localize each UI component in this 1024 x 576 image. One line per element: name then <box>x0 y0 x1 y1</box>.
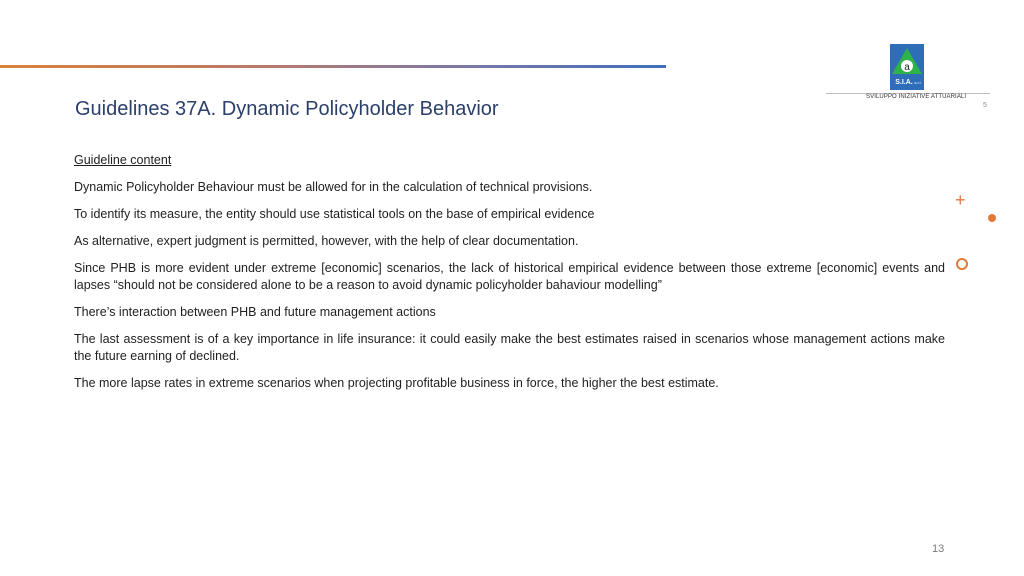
logo-name: S.I.A. <box>895 79 913 86</box>
paragraph: The more lapse rates in extreme scenarios when projecting profitable business in force, the higher the best estimate. <box>74 376 719 390</box>
logo-note: 5 <box>983 102 987 109</box>
sia-logo <box>826 42 990 112</box>
decorative-ring-icon <box>956 258 968 270</box>
paragraph: Dynamic Policyholder Behaviour must be allowed for in the calculation of technical provisions. <box>74 180 593 194</box>
decorative-dot-icon <box>988 214 996 222</box>
paragraph: Since PHB is more evident under extreme [economic] scenarios, the lack of historical empirical evidence between those extreme [economic] events and lapses “should not be considered alone to be a reason to avoid dynamic policyholder bahaviour modelling” <box>74 261 945 292</box>
logo-triangle-icon <box>890 44 924 90</box>
paragraph: There’s interaction between PHB and future management actions <box>74 305 436 319</box>
logo-tagline: SVILUPPO INIZIATIVE ATTUARIALI <box>866 94 967 100</box>
top-gradient-rule <box>0 65 666 68</box>
guideline-content <box>74 152 945 402</box>
paragraph: The last assessment is of a key importance in life insurance: it could easily make the best estimates raised in scenarios whose management actions make the future earning of declined. <box>74 332 945 363</box>
logo-suffix: s.r.l. <box>914 80 922 85</box>
logo-letter: a <box>904 62 910 73</box>
page-number: 13 <box>932 543 945 555</box>
section-heading: Guideline content <box>74 153 172 167</box>
logo-emblem <box>890 44 924 90</box>
paragraph: As alternative, expert judgment is permitted, however, with the help of clear documentation. <box>74 234 579 248</box>
decorative-plus-icon: + <box>955 190 966 210</box>
slide-title: Guidelines 37A. Dynamic Policyholder Behavior <box>75 98 499 120</box>
paragraph: To identify its measure, the entity should use statistical tools on the base of empirical evidence <box>74 207 595 221</box>
